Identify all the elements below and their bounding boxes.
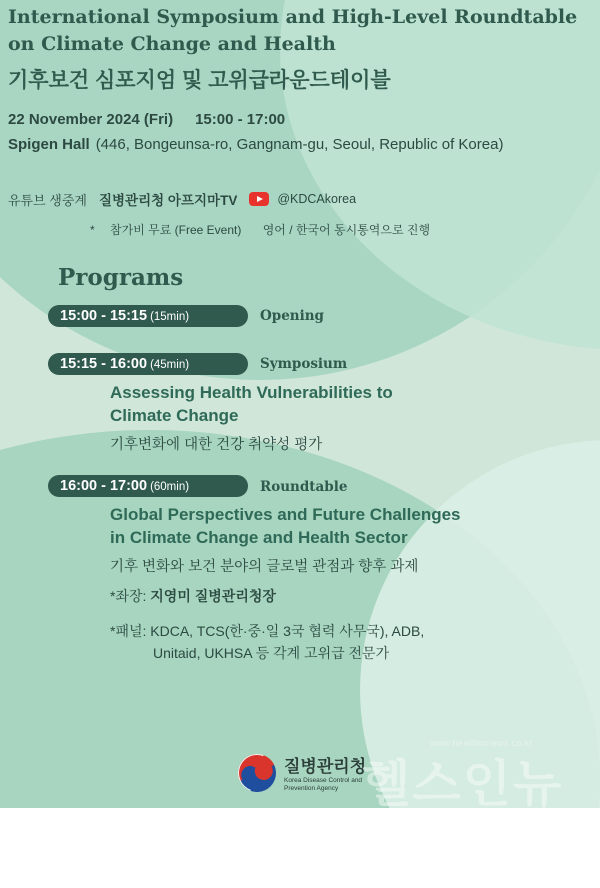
program-title-line: Global Perspectives and Future Challenges: [110, 505, 461, 524]
program-title-line: Assessing Health Vulnerabilities to: [110, 383, 393, 402]
program-duration: (60min): [150, 481, 190, 493]
program-section: Roundtable: [260, 479, 348, 495]
stream-channel[interactable]: 질병관리청 아프지마TV: [98, 193, 238, 208]
chair-info: [110, 586, 276, 606]
program-time: 15:00 - 15:15: [60, 308, 148, 324]
program-time: 15:15 - 16:00: [60, 356, 148, 372]
panel-line-2: Unitaid, UKHSA 등 각계 고위급 전문가: [153, 645, 390, 661]
program-title-ko: 기후 변화와 보건 분야의 글로벌 관점과 향후 과제: [110, 559, 419, 575]
program-time-pill: [48, 305, 248, 327]
org-name-en-1: Korea Disease Control and: [284, 777, 363, 784]
venue-address: (446, Bongeunsa-ro, Gangnam-gu, Seoul, Republic of Korea): [95, 136, 504, 153]
note-language: 영어 / 한국어 동시통역으로 진행: [262, 223, 431, 237]
event-date: 22 November 2024 (Fri): [8, 111, 174, 128]
program-time-pill: [48, 475, 248, 497]
youtube-handle[interactable]: @KDCAkorea: [277, 192, 357, 206]
youtube-icon[interactable]: [249, 192, 269, 206]
taegeuk-emblem-icon: [232, 747, 282, 797]
program-duration: (45min): [150, 359, 190, 371]
event-datetime: [8, 111, 285, 128]
program-section: Symposium: [260, 356, 348, 372]
panel-info: [110, 620, 470, 664]
watermark-url: www.healthinnews.co.kr: [430, 738, 533, 748]
title-line-1: International Symposium and High-Level Roundtable: [8, 6, 578, 28]
org-name: [284, 752, 366, 793]
org-name-ko: 질병관리청: [284, 757, 367, 776]
kdca-logo: [238, 752, 366, 793]
program-time: 16:00 - 17:00: [60, 478, 148, 494]
program-title-en: [110, 503, 461, 549]
stream-label: 유튜브 생중계: [8, 192, 87, 208]
program-time-pill: [48, 353, 248, 375]
event-time: 15:00 - 17:00: [195, 111, 286, 128]
program-title-ko: 기후변화에 대한 건강 취약성 평가: [110, 437, 323, 453]
live-stream-info: [8, 189, 356, 209]
program-title-line: Climate Change: [110, 406, 239, 425]
event-venue: [8, 136, 503, 153]
program-duration: (15min): [150, 311, 190, 323]
program-section: Opening: [260, 308, 324, 324]
watermark-logo: 헬스인뉴스: [362, 756, 564, 884]
panel-label: *패널:: [110, 623, 147, 639]
panel-line-1: KDCA, TCS(한·중·일 3국 협력 사무국), ADB,: [150, 623, 425, 639]
note-fee: 참가비 무료 (Free Event): [110, 223, 242, 237]
program-title-en: [110, 381, 393, 427]
page-title-en: [8, 4, 598, 58]
chair-name: 지영미 질병관리청장: [150, 588, 276, 604]
org-name-en-2: Prevention Agency: [284, 785, 339, 792]
chair-label: *좌장:: [110, 588, 147, 604]
programs-heading: Programs: [58, 264, 184, 291]
page-title-ko: 기후보건 심포지엄 및 고위급라운드테이블: [8, 69, 391, 92]
event-note: [90, 221, 430, 238]
title-line-2: on Climate Change and Health: [8, 33, 336, 55]
note-bullet: *: [90, 223, 95, 237]
program-title-line: in Climate Change and Health Sector: [110, 528, 408, 547]
venue-name: Spigen Hall: [8, 136, 90, 153]
